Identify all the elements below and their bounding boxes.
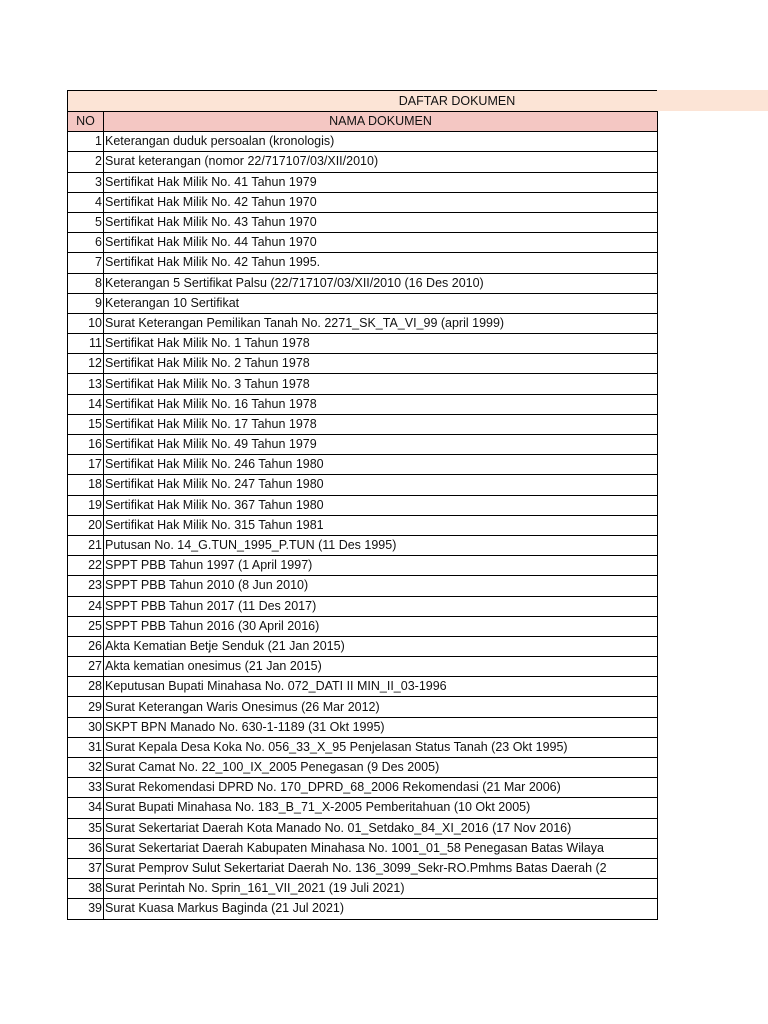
table-row bbox=[68, 556, 658, 576]
document-name-cell[interactable]: Sertifikat Hak Milik No. 43 Tahun 1970 bbox=[104, 212, 658, 232]
row-number-cell[interactable]: 11 bbox=[68, 334, 104, 354]
table-row bbox=[68, 253, 658, 273]
document-name-cell[interactable]: Sertifikat Hak Milik No. 41 Tahun 1979 bbox=[104, 172, 658, 192]
document-name-cell[interactable]: SPPT PBB Tahun 2017 (11 Des 2017) bbox=[104, 596, 658, 616]
row-number-cell[interactable]: 15 bbox=[68, 414, 104, 434]
document-name-cell[interactable]: Keterangan duduk persoalan (kronologis) bbox=[104, 132, 658, 152]
table-row bbox=[68, 172, 658, 192]
header-row bbox=[68, 112, 658, 132]
table-row bbox=[68, 596, 658, 616]
title-cell-overflow bbox=[657, 90, 768, 111]
table-row bbox=[68, 838, 658, 858]
table-row bbox=[68, 394, 658, 414]
row-number-cell[interactable]: 28 bbox=[68, 677, 104, 697]
document-name-cell[interactable]: Keterangan 10 Sertifikat bbox=[104, 293, 658, 313]
table-row bbox=[68, 758, 658, 778]
table-row bbox=[68, 374, 658, 394]
table-row bbox=[68, 778, 658, 798]
document-name-cell[interactable]: Sertifikat Hak Milik No. 17 Tahun 1978 bbox=[104, 414, 658, 434]
table-row bbox=[68, 435, 658, 455]
table-row bbox=[68, 657, 658, 677]
document-name-cell[interactable]: Surat Pemprov Sulut Sekertariat Daerah No. 136_3099_Sekr-RO.Pmhms Batas Daerah (2 bbox=[104, 858, 658, 878]
table-row bbox=[68, 455, 658, 475]
table-row bbox=[68, 293, 658, 313]
spreadsheet bbox=[67, 90, 768, 920]
row-number-cell[interactable]: 34 bbox=[68, 798, 104, 818]
table-row bbox=[68, 879, 658, 899]
document-name-cell[interactable]: Surat Kepala Desa Koka No. 056_33_X_95 Penjelasan Status Tanah (23 Okt 1995) bbox=[104, 737, 658, 757]
row-number-cell[interactable]: 27 bbox=[68, 657, 104, 677]
row-number-cell[interactable]: 36 bbox=[68, 838, 104, 858]
document-name-cell[interactable]: Sertifikat Hak Milik No. 44 Tahun 1970 bbox=[104, 233, 658, 253]
document-name-cell[interactable]: Putusan No. 14_G.TUN_1995_P.TUN (11 Des 1995) bbox=[104, 535, 658, 555]
table-row bbox=[68, 636, 658, 656]
document-name-cell[interactable]: SPPT PBB Tahun 2010 (8 Jun 2010) bbox=[104, 576, 658, 596]
row-number-cell[interactable]: 20 bbox=[68, 515, 104, 535]
table-row bbox=[68, 313, 658, 333]
document-name-cell[interactable]: Surat Rekomendasi DPRD No. 170_DPRD_68_2006 Rekomendasi (21 Mar 2006) bbox=[104, 778, 658, 798]
table-row bbox=[68, 495, 658, 515]
document-name-cell[interactable]: Sertifikat Hak Milik No. 3 Tahun 1978 bbox=[104, 374, 658, 394]
table-row bbox=[68, 354, 658, 374]
table-row bbox=[68, 677, 658, 697]
table-row bbox=[68, 475, 658, 495]
document-name-cell[interactable]: Surat Perintah No. Sprin_161_VII_2021 (19 Juli 2021) bbox=[104, 879, 658, 899]
document-name-cell[interactable]: SKPT BPN Manado No. 630-1-1189 (31 Okt 1995) bbox=[104, 717, 658, 737]
document-name-cell[interactable]: Sertifikat Hak Milik No. 2 Tahun 1978 bbox=[104, 354, 658, 374]
document-name-cell[interactable]: Surat Camat No. 22_100_IX_2005 Penegasan (9 Des 2005) bbox=[104, 758, 658, 778]
document-name-cell[interactable]: Surat Keterangan Pemilikan Tanah No. 2271_SK_TA_VI_99 (april 1999) bbox=[104, 313, 658, 333]
table-row bbox=[68, 818, 658, 838]
row-number-cell[interactable]: 19 bbox=[68, 495, 104, 515]
document-name-cell[interactable]: Sertifikat Hak Milik No. 49 Tahun 1979 bbox=[104, 435, 658, 455]
row-number-cell[interactable]: 26 bbox=[68, 636, 104, 656]
table-row bbox=[68, 535, 658, 555]
document-name-cell[interactable]: Sertifikat Hak Milik No. 246 Tahun 1980 bbox=[104, 455, 658, 475]
table-row bbox=[68, 334, 658, 354]
document-name-cell[interactable]: Sertifikat Hak Milik No. 315 Tahun 1981 bbox=[104, 515, 658, 535]
table-row bbox=[68, 717, 658, 737]
document-name-cell[interactable]: Sertifikat Hak Milik No. 16 Tahun 1978 bbox=[104, 394, 658, 414]
table-row bbox=[68, 152, 658, 172]
row-number-cell[interactable]: 17 bbox=[68, 455, 104, 475]
row-number-cell[interactable]: 5 bbox=[68, 212, 104, 232]
row-number-cell[interactable]: 4 bbox=[68, 192, 104, 212]
row-number-cell[interactable]: 22 bbox=[68, 556, 104, 576]
row-number-cell[interactable]: 32 bbox=[68, 758, 104, 778]
document-name-cell[interactable]: Surat Sekertariat Daerah Kota Manado No. 01_Setdako_84_XI_2016 (17 Nov 2016) bbox=[104, 818, 658, 838]
document-name-cell[interactable]: SPPT PBB Tahun 1997 (1 April 1997) bbox=[104, 556, 658, 576]
document-name-cell[interactable]: Surat Sekertariat Daerah Kabupaten Minahasa No. 1001_01_58 Penegasan Batas Wilaya bbox=[104, 838, 658, 858]
document-name-cell[interactable]: Akta Kematian Betje Senduk (21 Jan 2015) bbox=[104, 636, 658, 656]
row-number-cell[interactable]: 33 bbox=[68, 778, 104, 798]
row-number-cell[interactable]: 12 bbox=[68, 354, 104, 374]
table-row bbox=[68, 858, 658, 878]
row-number-cell[interactable]: 2 bbox=[68, 152, 104, 172]
title-row bbox=[67, 90, 768, 111]
table-row bbox=[68, 132, 658, 152]
document-name-cell[interactable]: Surat Kuasa Markus Baginda (21 Jul 2021) bbox=[104, 899, 658, 919]
row-number-cell[interactable]: 3 bbox=[68, 172, 104, 192]
table-row bbox=[68, 212, 658, 232]
document-name-cell[interactable]: Surat Bupati Minahasa No. 183_B_71_X-2005 Pemberitahuan (10 Okt 2005) bbox=[104, 798, 658, 818]
document-name-cell[interactable]: Akta kematian onesimus (21 Jan 2015) bbox=[104, 657, 658, 677]
row-number-cell[interactable]: 13 bbox=[68, 374, 104, 394]
document-name-cell[interactable]: Surat keterangan (nomor 22/717107/03/XII/2010) bbox=[104, 152, 658, 172]
table-row bbox=[68, 273, 658, 293]
table-row bbox=[68, 192, 658, 212]
row-number-cell[interactable]: 37 bbox=[68, 858, 104, 878]
row-number-cell[interactable]: 10 bbox=[68, 313, 104, 333]
row-number-cell[interactable]: 23 bbox=[68, 576, 104, 596]
document-name-cell[interactable]: Surat Keterangan Waris Onesimus (26 Mar 2012) bbox=[104, 697, 658, 717]
row-number-cell[interactable]: 30 bbox=[68, 717, 104, 737]
document-name-cell[interactable]: Sertifikat Hak Milik No. 1 Tahun 1978 bbox=[104, 334, 658, 354]
row-number-cell[interactable]: 16 bbox=[68, 435, 104, 455]
header-no[interactable]: NO bbox=[68, 112, 104, 132]
row-number-cell[interactable]: 21 bbox=[68, 535, 104, 555]
row-number-cell[interactable]: 35 bbox=[68, 818, 104, 838]
table-row bbox=[68, 576, 658, 596]
table-row bbox=[68, 414, 658, 434]
document-name-cell[interactable]: SPPT PBB Tahun 2016 (30 April 2016) bbox=[104, 616, 658, 636]
header-name[interactable]: NAMA DOKUMEN bbox=[104, 112, 658, 132]
table-row bbox=[68, 697, 658, 717]
row-number-cell[interactable]: 18 bbox=[68, 475, 104, 495]
row-number-cell[interactable]: 31 bbox=[68, 737, 104, 757]
row-number-cell[interactable]: 8 bbox=[68, 273, 104, 293]
document-name-cell[interactable]: Keputusan Bupati Minahasa No. 072_DATI II MIN_II_03-1996 bbox=[104, 677, 658, 697]
document-table bbox=[67, 111, 658, 920]
row-number-cell[interactable]: 14 bbox=[68, 394, 104, 414]
row-number-cell[interactable]: 38 bbox=[68, 879, 104, 899]
table-row bbox=[68, 737, 658, 757]
row-number-cell[interactable]: 7 bbox=[68, 253, 104, 273]
document-name-cell[interactable]: Sertifikat Hak Milik No. 247 Tahun 1980 bbox=[104, 475, 658, 495]
table-row bbox=[68, 798, 658, 818]
document-name-cell[interactable]: Sertifikat Hak Milik No. 367 Tahun 1980 bbox=[104, 495, 658, 515]
row-number-cell[interactable]: 6 bbox=[68, 233, 104, 253]
row-number-cell[interactable]: 39 bbox=[68, 899, 104, 919]
table-row bbox=[68, 616, 658, 636]
row-number-cell[interactable]: 9 bbox=[68, 293, 104, 313]
table-row bbox=[68, 899, 658, 919]
document-name-cell[interactable]: Sertifikat Hak Milik No. 42 Tahun 1970 bbox=[104, 192, 658, 212]
document-name-cell[interactable]: Sertifikat Hak Milik No. 42 Tahun 1995. bbox=[104, 253, 658, 273]
document-title: DAFTAR DOKUMEN bbox=[398, 94, 516, 108]
row-number-cell[interactable]: 24 bbox=[68, 596, 104, 616]
document-name-cell[interactable]: Keterangan 5 Sertifikat Palsu (22/717107/03/XII/2010 (16 Des 2010) bbox=[104, 273, 658, 293]
row-number-cell[interactable]: 25 bbox=[68, 616, 104, 636]
table-row bbox=[68, 233, 658, 253]
row-number-cell[interactable]: 1 bbox=[68, 132, 104, 152]
table-row bbox=[68, 515, 658, 535]
row-number-cell[interactable]: 29 bbox=[68, 697, 104, 717]
